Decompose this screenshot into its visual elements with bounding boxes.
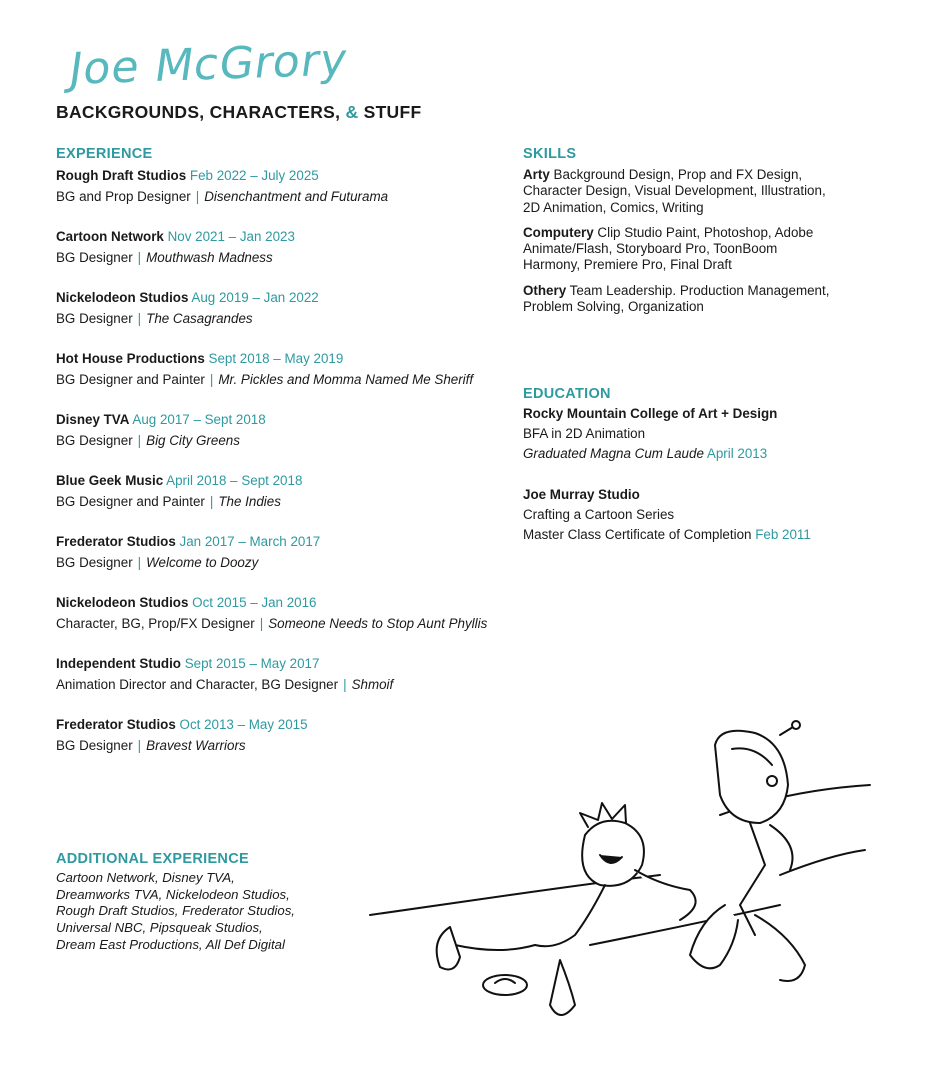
school-date: Feb 2011 <box>755 527 811 543</box>
job-role: BG Designer <box>56 249 133 265</box>
skills-list <box>523 167 833 324</box>
school-honors: Graduated Magna Cum Laude <box>523 446 704 462</box>
separator: | <box>259 615 264 631</box>
skill-group-arty <box>523 167 833 216</box>
job-entry <box>56 532 516 593</box>
job-show: The Casagrandes <box>146 310 253 326</box>
job-dates: April 2018 – Sept 2018 <box>166 473 303 488</box>
separator: | <box>343 676 347 692</box>
additional-line: Rough Draft Studios, Frederator Studios, <box>56 903 295 919</box>
separator: | <box>209 371 214 387</box>
skill-label: Arty <box>523 167 550 182</box>
school-name: Joe Murray Studio <box>523 486 640 502</box>
job-show: Disenchantment and Futurama <box>204 188 389 204</box>
job-dates: Oct 2013 – May 2015 <box>179 717 308 732</box>
job-show: Mouthwash Madness <box>146 249 273 265</box>
skill-text: Background Design, Prop and FX Design, Character Design, Visual Development, Illustration, 2D Animation, Comics, Writing <box>523 167 826 215</box>
job-entry <box>56 349 516 410</box>
additional-line: Cartoon Network, Disney TVA, <box>56 870 235 885</box>
separator: | <box>137 554 142 570</box>
school-degree: BFA in 2D Animation <box>523 426 646 442</box>
job-company: Frederator Studios <box>56 717 176 732</box>
additional-line: Dreamworks TVA, Nickelodeon Studios, <box>56 886 290 902</box>
job-company: Frederator Studios <box>56 534 176 549</box>
experience-heading: EXPERIENCE <box>56 146 153 162</box>
job-role: BG Designer and Painter <box>56 371 205 387</box>
job-show: Big City Greens <box>146 432 240 448</box>
job-show: Welcome to Doozy <box>146 554 259 570</box>
additional-list <box>56 870 295 954</box>
job-role: BG Designer <box>56 737 133 753</box>
job-dates: Aug 2017 – Sept 2018 <box>132 412 266 427</box>
job-company: Blue Geek Music <box>56 473 164 488</box>
job-role: BG Designer and Painter <box>56 493 205 509</box>
job-role: Animation Director and Character, BG Designer <box>56 676 339 692</box>
job-entry <box>56 593 516 654</box>
boy-head <box>582 821 644 886</box>
boy-body <box>535 885 605 946</box>
school-date: April 2013 <box>706 446 768 462</box>
education-block <box>523 404 833 545</box>
separator: | <box>195 188 200 204</box>
separator: | <box>137 249 142 265</box>
cartoon-illustration <box>360 705 880 1045</box>
job-entry <box>56 410 516 471</box>
skill-group-othery <box>523 283 833 316</box>
school-name: Rocky Mountain College of Art + Design <box>523 406 778 421</box>
skill-label: Computery <box>523 224 594 240</box>
job-company: Nickelodeon Studios <box>56 290 189 305</box>
job-show: Bravest Warriors <box>146 737 246 753</box>
tagline-part2: STUFF <box>363 102 422 122</box>
separator: | <box>137 432 142 448</box>
job-dates: Nov 2021 – Jan 2023 <box>167 229 295 244</box>
job-company: Cartoon Network <box>56 229 164 244</box>
job-role: BG Designer <box>56 432 133 448</box>
job-role: Character, BG, Prop/FX Designer <box>56 615 255 631</box>
job-company: Independent Studio <box>56 656 181 671</box>
additional-heading: ADDITIONAL EXPERIENCE <box>56 851 249 867</box>
experience-list <box>56 166 516 776</box>
school-certificate: Master Class Certificate of Completion <box>523 527 752 543</box>
job-dates: Sept 2015 – May 2017 <box>184 656 320 671</box>
job-dates: Sept 2018 – May 2019 <box>208 351 344 366</box>
job-dates: Feb 2022 – July 2025 <box>189 168 319 183</box>
job-entry <box>56 166 516 227</box>
job-show: The Indies <box>218 493 281 509</box>
tagline-ampersand: & <box>345 102 359 122</box>
boy-arm <box>635 870 696 920</box>
skill-group-computery <box>523 225 833 274</box>
job-entry <box>56 227 516 288</box>
school-certificate-line <box>523 525 833 545</box>
job-show: Someone Needs to Stop Aunt Phyllis <box>268 615 488 631</box>
separator: | <box>137 310 142 326</box>
job-company: Hot House Productions <box>56 351 205 366</box>
job-company: Nickelodeon Studios <box>56 595 189 610</box>
additional-line: Universal NBC, Pipsqueak Studios, <box>56 920 263 936</box>
separator: | <box>137 737 142 753</box>
job-entry <box>56 471 516 532</box>
job-role: BG and Prop Designer <box>56 188 191 204</box>
robot-head <box>715 731 788 823</box>
additional-line: Dream East Productions, All Def Digital <box>56 936 285 952</box>
robot-leg <box>690 905 738 968</box>
job-show: Mr. Pickles and Momma Named Me Sheriff <box>218 371 474 387</box>
job-dates: Jan 2017 – March 2017 <box>179 534 321 549</box>
education-heading: EDUCATION <box>523 386 611 402</box>
skill-text: Clip Studio Paint, Photoshop, Adobe Animate/Flash, Storyboard Pro, ToonBoom Harmony, Premiere Pro, Final Draft <box>523 224 814 273</box>
separator: | <box>209 493 214 509</box>
name-logo: Joe McGrory <box>66 34 352 95</box>
job-role: BG Designer <box>56 554 133 570</box>
boy-shoe <box>550 960 575 1015</box>
tagline <box>56 102 421 123</box>
skill-label: Othery <box>523 282 567 298</box>
school-honors-line <box>523 444 833 464</box>
job-show: Shmoif <box>351 676 394 692</box>
job-company: Rough Draft Studios <box>56 168 187 183</box>
school-course: Crafting a Cartoon Series <box>523 506 675 522</box>
job-dates: Aug 2019 – Jan 2022 <box>191 290 319 305</box>
robot-antenna <box>780 727 793 735</box>
tagline-part1: BACKGROUNDS, CHARACTERS, <box>56 102 341 122</box>
boy-shoe <box>437 927 460 969</box>
robot-leg <box>755 915 805 981</box>
job-entry <box>56 288 516 349</box>
job-role: BG Designer <box>56 310 133 326</box>
job-dates: Oct 2015 – Jan 2016 <box>192 595 317 610</box>
job-company: Disney TVA <box>56 412 130 427</box>
skill-text: Team Leadership. Production Management, Problem Solving, Organization <box>523 282 830 315</box>
skills-heading: SKILLS <box>523 146 577 162</box>
